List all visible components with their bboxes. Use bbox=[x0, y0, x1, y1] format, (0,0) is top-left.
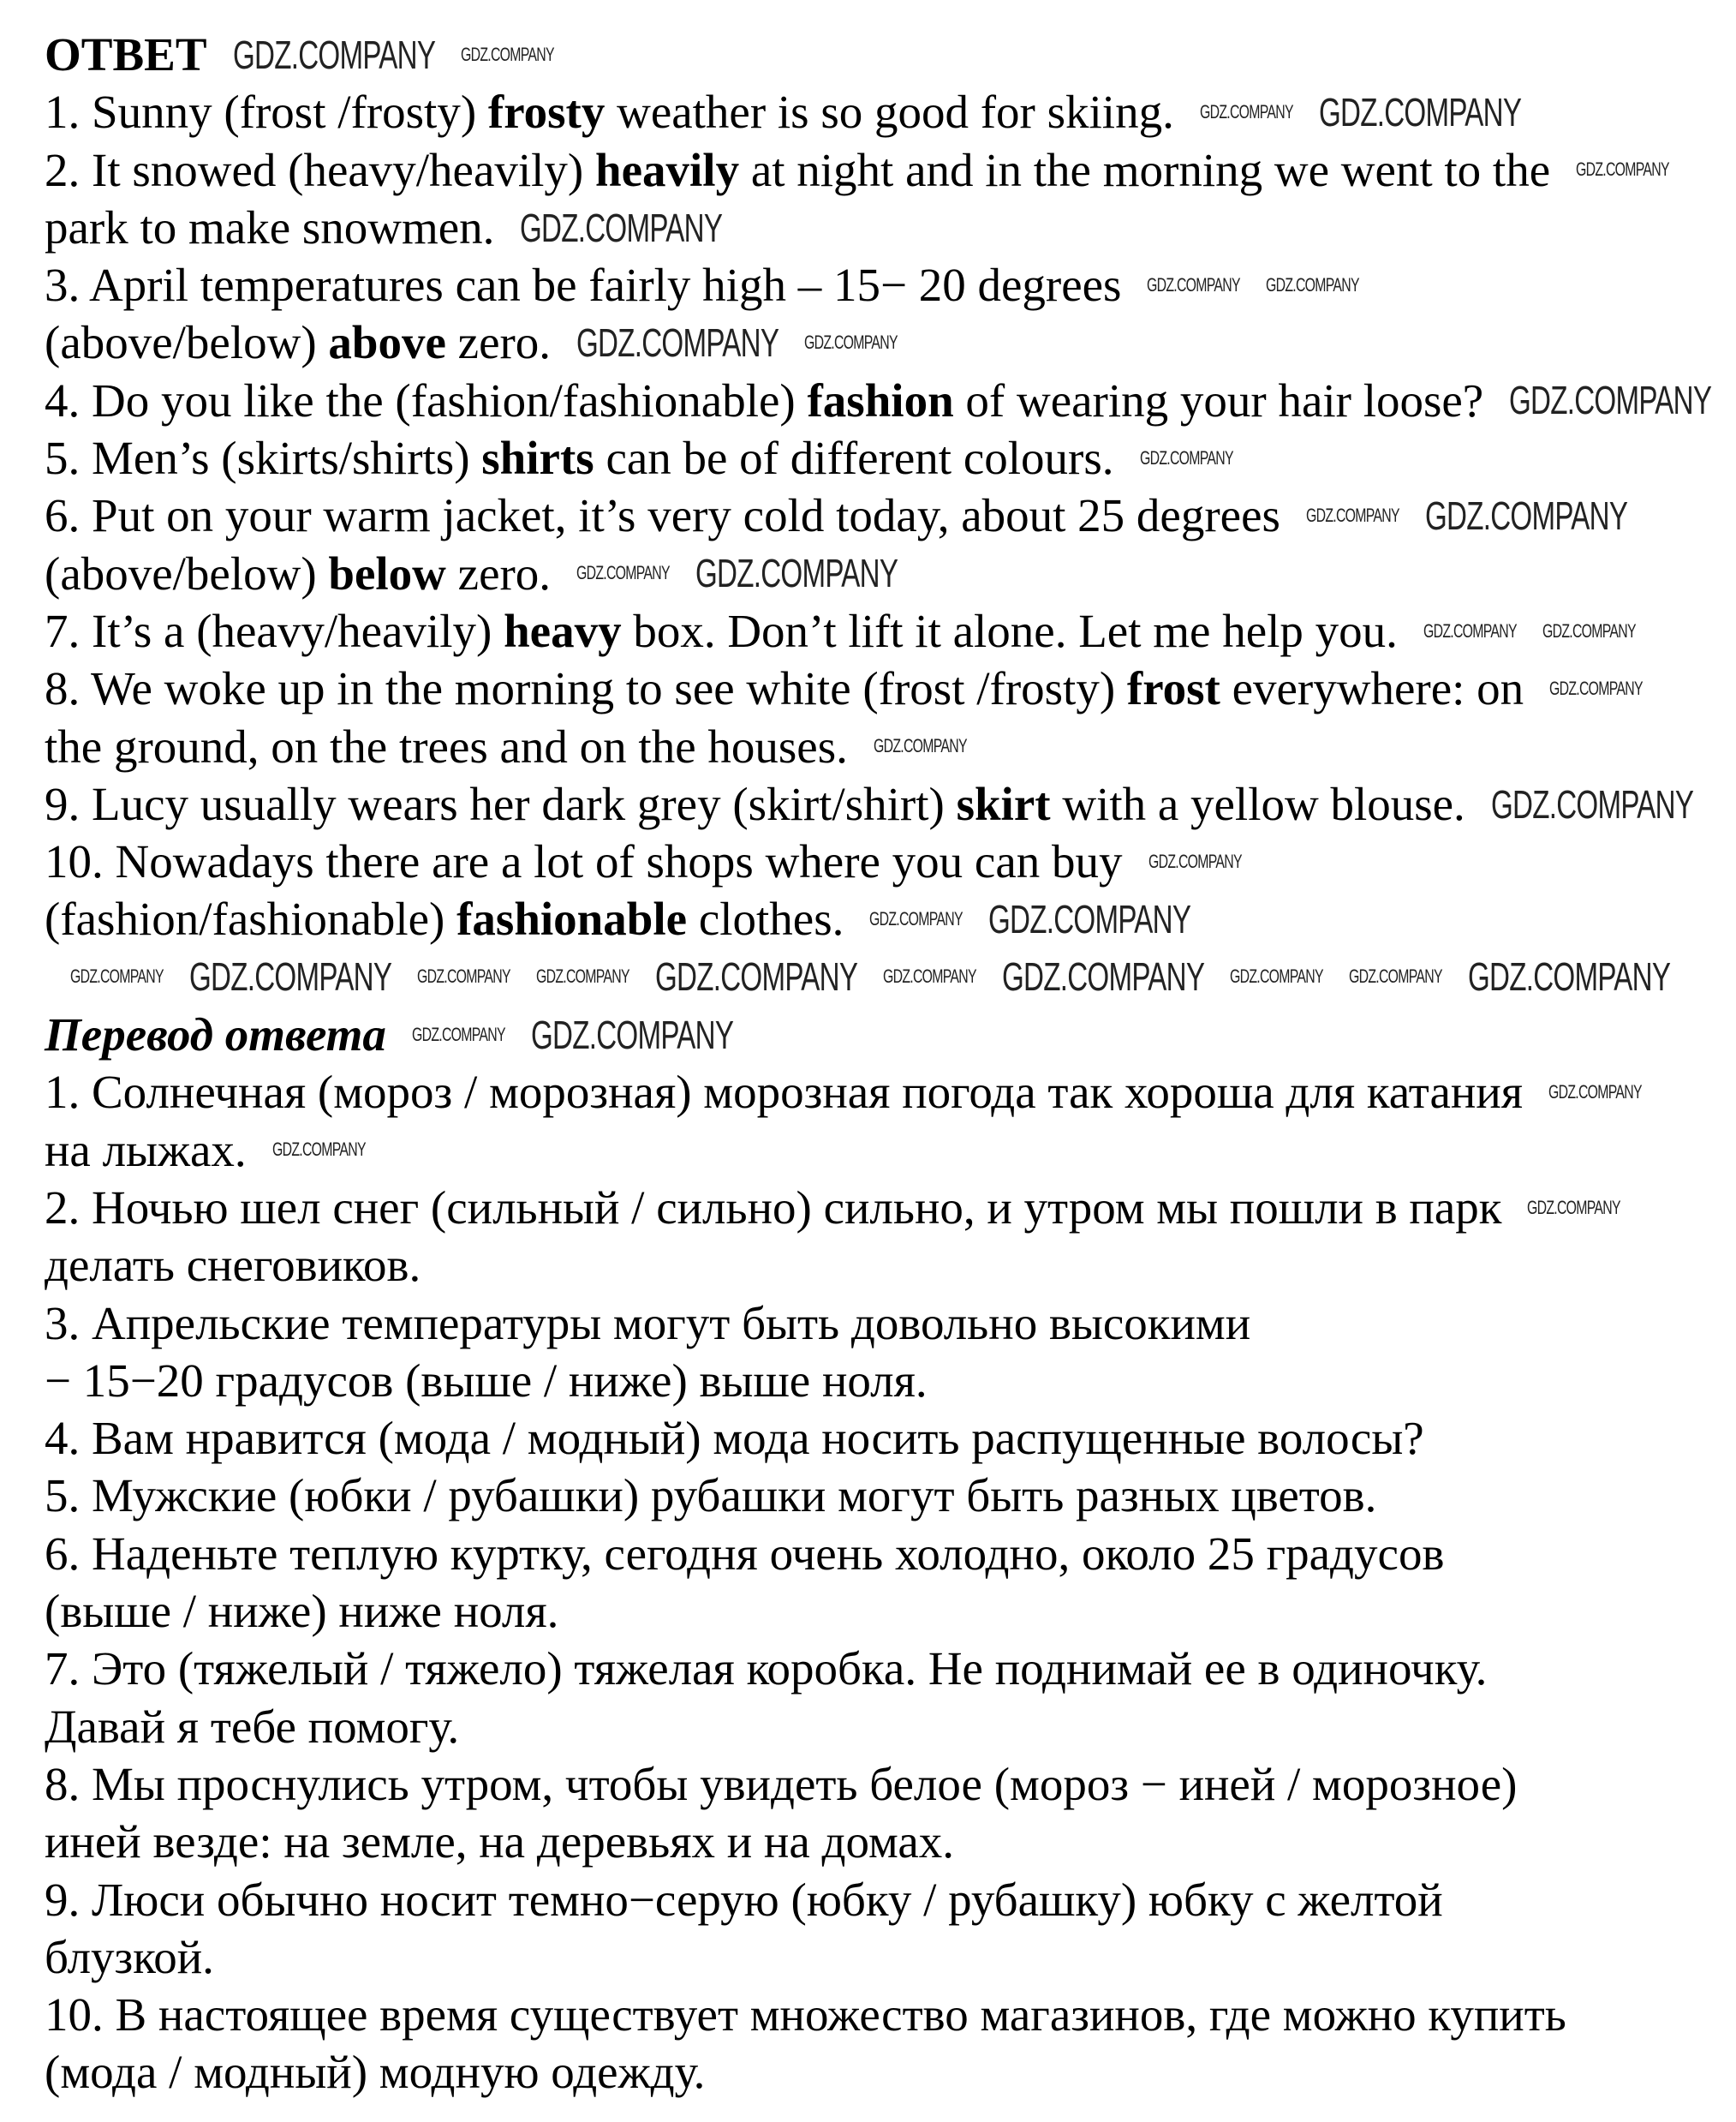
answer-word: heavy bbox=[504, 604, 622, 657]
text-segment: 7. It’s a (heavy/heavily) bbox=[45, 604, 504, 657]
answer-word: frosty bbox=[487, 86, 606, 139]
watermark: GDZ.COMPANY bbox=[232, 32, 435, 77]
text-line bbox=[45, 660, 1723, 717]
text-segment: 8. We woke up in the morning to see white (frost /frosty) bbox=[45, 662, 1127, 715]
text-segment: zero. bbox=[445, 547, 552, 600]
text-segment: at night and in the morning we went to the bbox=[739, 143, 1551, 196]
watermark: GDZ.COMPANY bbox=[654, 954, 857, 1000]
text-line bbox=[45, 256, 1723, 314]
text-segment: 10. В настоящее время существует множество магазинов, где можно купить bbox=[45, 1988, 1566, 2041]
text-segment: иней везде: на земле, на деревьях и на домах. bbox=[45, 1815, 955, 1868]
text-line bbox=[45, 1236, 1723, 1294]
text-segment: box. Don’t lift it alone. Let me help you. bbox=[621, 604, 1398, 657]
text-segment: 5. Мужские (юбки / рубашки) рубашки могут быть разных цветов. bbox=[45, 1469, 1377, 1522]
text-line bbox=[45, 1467, 1723, 1524]
watermark: GDZ.COMPANY bbox=[1148, 850, 1242, 872]
text-line bbox=[45, 1755, 1723, 1813]
text-segment: 8. Мы проснулись утром, чтобы увидеть белое (мороз − иней / морозное) bbox=[45, 1757, 1518, 1810]
text-segment: 2. Ночью шел снег (сильный / сильно) сильно, и утром мы пошли в парк bbox=[45, 1181, 1502, 1234]
text-segment: zero. bbox=[445, 316, 552, 369]
watermark: GDZ.COMPANY bbox=[1542, 619, 1636, 642]
text-line bbox=[45, 1928, 1723, 1986]
text-segment: Давай я тебе помогу. bbox=[45, 1700, 460, 1753]
text-segment: (мода / модный) модную одежду. bbox=[45, 2046, 706, 2099]
text-line bbox=[45, 2043, 1723, 2101]
watermark: GDZ.COMPANY bbox=[873, 735, 967, 757]
text-segment: 7. Это (тяжелый / тяжело) тяжелая коробка. Не поднимай ее в одиночку. bbox=[45, 1642, 1488, 1695]
text-line bbox=[45, 1294, 1723, 1352]
text-segment: (above/below) bbox=[45, 316, 329, 369]
text-segment: 9. Люси обычно носит темно−серую (юбку / рубашку) юбку с желтой bbox=[45, 1873, 1443, 1926]
watermark: GDZ.COMPANY bbox=[869, 908, 963, 930]
watermark: GDZ.COMPANY bbox=[1199, 100, 1293, 123]
text-segment: 4. Вам нравится (мода / модный) мода носить распущенные волосы? bbox=[45, 1412, 1424, 1465]
watermark: GDZ.COMPANY bbox=[460, 43, 554, 65]
watermark: GDZ.COMPANY bbox=[1490, 781, 1694, 827]
text-segment: park to make snowmen. bbox=[45, 200, 495, 254]
watermark: GDZ.COMPANY bbox=[1509, 378, 1712, 423]
text-line bbox=[45, 833, 1723, 890]
watermark: GDZ.COMPANY bbox=[1229, 965, 1323, 988]
text-segment: 1. Солнечная (мороз / морозная) морозная погода так хороша для катания bbox=[45, 1066, 1524, 1119]
text-segment: 5. Men’s (skirts/shirts) bbox=[45, 432, 482, 485]
translation-list bbox=[45, 1063, 1723, 2101]
watermark: GDZ.COMPANY bbox=[1348, 965, 1442, 988]
watermark: GDZ.COMPANY bbox=[1423, 619, 1517, 642]
text-line bbox=[45, 1813, 1723, 1870]
answer-word: heavily bbox=[595, 143, 740, 196]
watermark: GDZ.COMPANY bbox=[1147, 273, 1241, 296]
answer-word: below bbox=[328, 547, 446, 600]
answer-word: fashion bbox=[807, 374, 954, 427]
watermark: GDZ.COMPANY bbox=[1318, 89, 1521, 134]
text-line bbox=[45, 372, 1723, 429]
watermark: GDZ.COMPANY bbox=[1424, 493, 1627, 539]
text-segment: the ground, on the trees and on the houses. bbox=[45, 720, 848, 773]
text-line bbox=[45, 1986, 1723, 2043]
watermark: GDZ.COMPANY bbox=[520, 205, 723, 250]
text-line bbox=[45, 1525, 1723, 1582]
watermark: GDZ.COMPANY bbox=[1549, 677, 1643, 699]
text-segment: clothes. bbox=[687, 893, 844, 946]
text-segment: 1. Sunny (frost /frosty) bbox=[45, 86, 488, 139]
text-segment: 10. Nowadays there are a lot of shops where you can buy bbox=[45, 835, 1123, 888]
text-line bbox=[45, 1409, 1723, 1467]
watermark: GDZ.COMPANY bbox=[1467, 954, 1670, 1000]
watermark: GDZ.COMPANY bbox=[1527, 1196, 1621, 1218]
text-segment: 2. It snowed (heavy/heavily) bbox=[45, 143, 596, 196]
text-line bbox=[45, 1063, 1723, 1121]
text-segment: everywhere: on bbox=[1220, 662, 1524, 715]
watermark: GDZ.COMPANY bbox=[417, 965, 510, 988]
text-segment: weather is so good for skiing. bbox=[605, 86, 1174, 139]
watermark: GDZ.COMPANY bbox=[535, 965, 629, 988]
text-line bbox=[45, 429, 1723, 487]
text-segment: 4. Do you like the (fashion/fashionable) bbox=[45, 374, 808, 427]
text-segment: with a yellow blouse. bbox=[1050, 777, 1465, 830]
text-segment: − 15−20 градусов (выше / ниже) выше ноля. bbox=[45, 1354, 928, 1407]
watermark: GDZ.COMPANY bbox=[576, 320, 779, 366]
watermark: GDZ.COMPANY bbox=[1576, 158, 1669, 181]
watermark: GDZ.COMPANY bbox=[188, 954, 392, 1000]
text-segment: делать снеговиков. bbox=[45, 1239, 421, 1292]
watermark: GDZ.COMPANY bbox=[804, 332, 898, 354]
text-segment: of wearing your hair loose? bbox=[953, 374, 1484, 427]
watermark: GDZ.COMPANY bbox=[576, 562, 670, 584]
watermark: GDZ.COMPANY bbox=[988, 897, 1191, 942]
watermark: GDZ.COMPANY bbox=[1001, 954, 1204, 1000]
watermark: GDZ.COMPANY bbox=[1548, 1080, 1642, 1103]
text-segment: (above/below) bbox=[45, 547, 329, 600]
answer-word: skirt bbox=[956, 777, 1051, 830]
text-segment: 3. Апрельские температуры могут быть довольно высокими bbox=[45, 1296, 1251, 1349]
text-line bbox=[45, 1698, 1723, 1755]
text-line bbox=[45, 1179, 1723, 1236]
watermark: GDZ.COMPANY bbox=[411, 1023, 505, 1045]
text-segment: 6. Наденьте теплую куртку, сегодня очень холодно, около 25 градусов bbox=[45, 1527, 1445, 1580]
text-segment: 9. Lucy usually wears her dark grey (skirt/shirt) bbox=[45, 777, 957, 830]
watermark: GDZ.COMPANY bbox=[530, 1012, 733, 1057]
text-line bbox=[45, 141, 1723, 199]
text-line bbox=[45, 1352, 1723, 1409]
text-line bbox=[45, 199, 1723, 256]
text-segment: (fashion/fashionable) bbox=[45, 893, 457, 946]
text-line bbox=[45, 775, 1723, 833]
answer-word: shirts bbox=[481, 432, 594, 485]
text-segment: на лыжах. bbox=[45, 1123, 247, 1176]
watermark: GDZ.COMPANY bbox=[1139, 446, 1233, 469]
watermark: GDZ.COMPANY bbox=[271, 1139, 366, 1161]
watermark: GDZ.COMPANY bbox=[70, 965, 164, 988]
answer-word: fashionable bbox=[456, 893, 688, 946]
text-line bbox=[45, 1871, 1723, 1928]
text-segment: (выше / ниже) ниже ноля. bbox=[45, 1585, 559, 1638]
answer-heading: ОТВЕТ bbox=[45, 28, 207, 81]
text-segment: 6. Put on your warm jacket, it’s very cold today, about 25 degrees bbox=[45, 489, 1280, 542]
watermark: GDZ.COMPANY bbox=[695, 551, 898, 596]
text-line bbox=[45, 1640, 1723, 1697]
text-segment: can be of different colours. bbox=[594, 432, 1114, 485]
answer-word: above bbox=[328, 316, 446, 369]
watermark: GDZ.COMPANY bbox=[882, 965, 976, 988]
translation-heading: Перевод ответа bbox=[45, 1008, 386, 1061]
text-segment: 3. April temperatures can be fairly high – 15− 20 degrees bbox=[45, 259, 1122, 312]
text-segment: блузкой. bbox=[45, 1930, 214, 1983]
watermark: GDZ.COMPANY bbox=[1266, 273, 1360, 296]
watermark: GDZ.COMPANY bbox=[1305, 505, 1399, 527]
text-line bbox=[45, 1582, 1723, 1640]
answer-word: frost bbox=[1126, 662, 1220, 715]
